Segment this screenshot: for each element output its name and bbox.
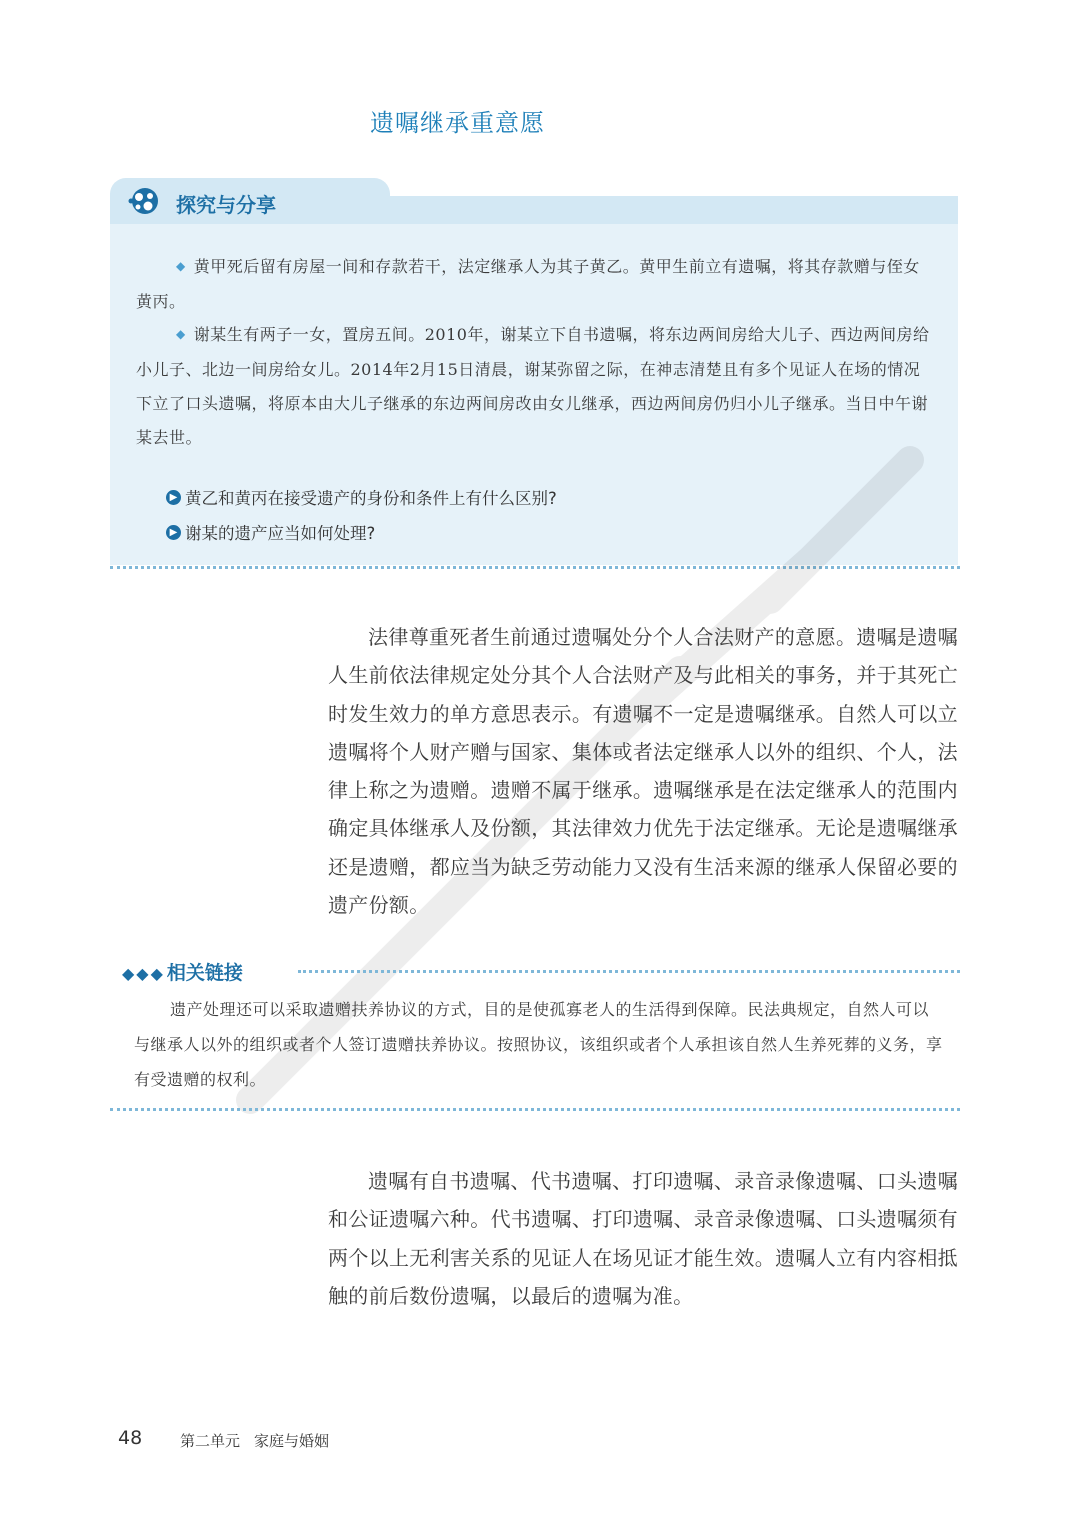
- explore-share-icon: [128, 186, 162, 216]
- explore-share-box: [110, 178, 958, 568]
- case-item: [136, 250, 936, 319]
- body-paragraph: 遗嘱有自书遗嘱、代书遗嘱、打印遗嘱、录音录像遗嘱、口头遗嘱和公证遗嘱六种。代书遗嘱、打印遗嘱、录音录像遗嘱、口头遗嘱须有两个以上无利害关系的见证人在场见证才能生效。遗嘱人立有内容相抵触的前后数份遗嘱，以最后的遗嘱为准。: [328, 1169, 958, 1308]
- related-link-heading: [122, 958, 243, 985]
- body-paragraph: 法律尊重死者生前通过遗嘱处分个人合法财产的意愿。遗嘱是遗嘱人生前依法律规定处分其个人合法财产及与此相关的事务，并于其死亡时发生效力的单方意思表示。有遗嘱不一定是遗嘱继承。自然人可以立遗嘱将个人财产赠与国家、集体或者法定继承人以外的组织、个人，法律上称之为遗赠。遗赠不属于继承。遗嘱继承是在法定继承人的范围内确定具体继承人及份额，其法律效力优先于法定继承。无论是遗嘱继承还是遗赠，都应当为缺乏劳动能力又没有生活来源的继承人保留必要的遗产份额。: [328, 625, 958, 918]
- related-link-text: 遗产处理还可以采取遗赠扶养协议的方式，目的是使孤寡老人的生活得到保障。民法典规定，自然人可以与继承人以外的组织或者个人签订遗赠扶养协议。按照协议，该组织或者个人承担该自然人生养死葬的义务，享有受遗赠的权利。: [134, 1000, 943, 1089]
- footer-unit: 第二单元: [180, 1432, 241, 1450]
- question-item: [166, 485, 557, 509]
- arrow-circle-icon: ▶: [166, 490, 181, 505]
- related-dotted-line: [298, 970, 960, 973]
- dotted-divider: [110, 566, 960, 569]
- related-link-title: 相关链接: [166, 962, 243, 984]
- section-title: 遗嘱继承重意愿: [370, 109, 545, 137]
- case-text: 黄甲死后留有房屋一间和存款若干，法定继承人为其子黄乙。黄甲生前立有遗嘱，将其存款赠与侄女黄丙。: [136, 257, 920, 311]
- question-text: 谢某的遗产应当如何处理?: [185, 524, 376, 543]
- question-text: 黄乙和黄丙在接受遗产的身份和条件上有什么区别?: [185, 489, 557, 508]
- footer-running-title: [180, 1430, 329, 1451]
- arrow-circle-icon: ▶: [166, 525, 181, 540]
- page-number: 48: [118, 1427, 143, 1449]
- explore-share-label: 探究与分享: [176, 193, 276, 217]
- diamond-icons: ◆◆◆: [122, 964, 165, 983]
- question-item: [166, 520, 375, 544]
- case-text: 谢某生有两子一女，置房五间。2010年，谢某立下自书遗嘱，将东边两间房给大儿子、西边两间房给小儿子、北边一间房给女儿。2014年2月15日清晨，谢某弥留之际，在神志清楚且有多个见证人在场的情况下立了口头遗嘱，将原本由大儿子继承的东边两间房改由女儿继承，西边两间房仍归小儿子继承。当日中午谢某去世。: [136, 325, 930, 447]
- diamond-bullet-icon: ◆: [176, 259, 186, 273]
- dotted-divider: [110, 1108, 960, 1111]
- footer-unit-title: 家庭与婚姻: [254, 1432, 330, 1450]
- diamond-bullet-icon: ◆: [176, 327, 186, 341]
- case-item: [136, 318, 936, 455]
